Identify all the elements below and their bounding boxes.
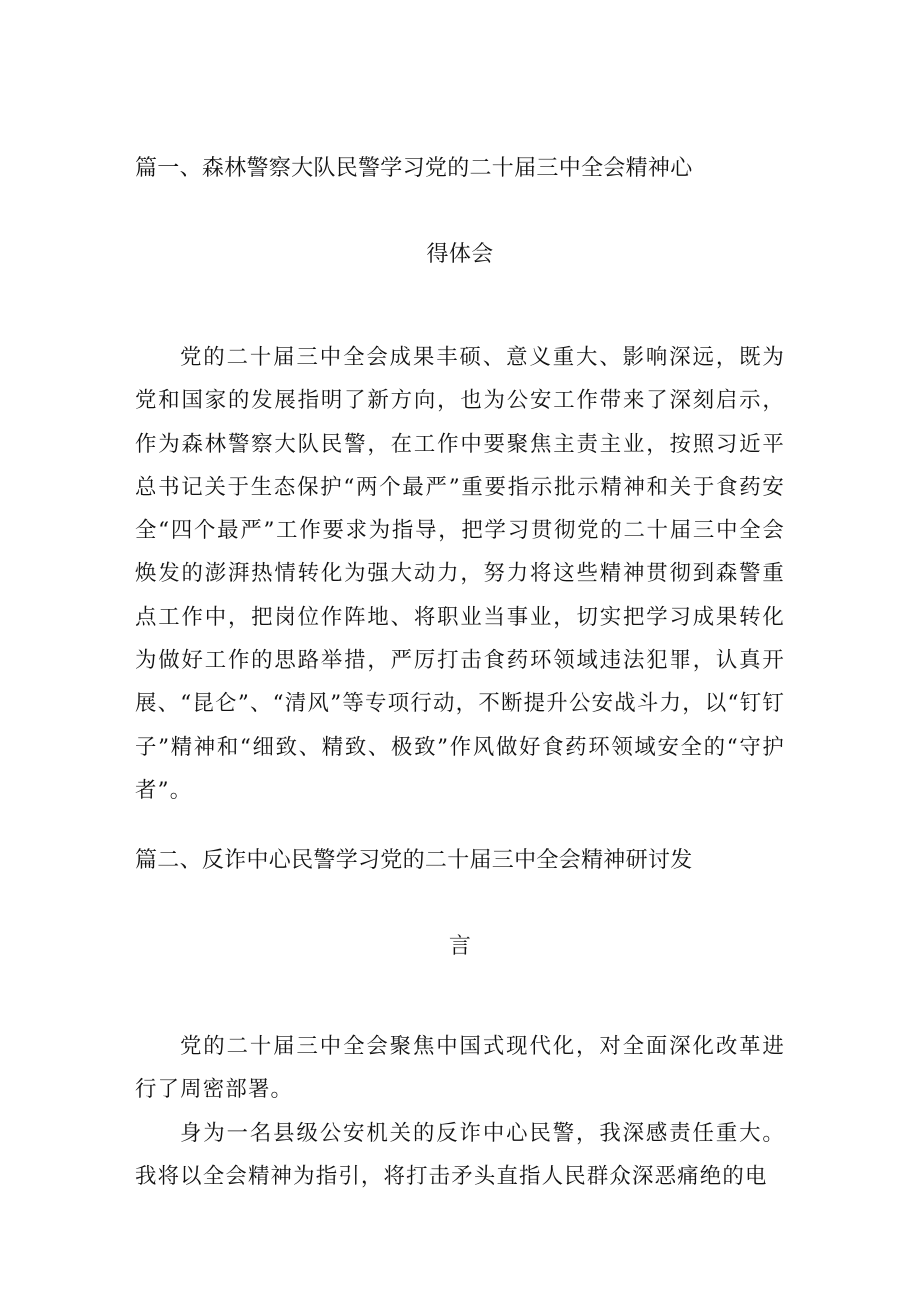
section-1-paragraph: 党的二十届三中全会成果丰硕、意义重大、影响深远，既为党和国家的发展指明了新方向，也为公安工作带来了深刻启示，作为森林警察大队民警，在工作中要聚焦主责主业，按照习近平总书记关于生态保护“两个最严”重要指示批示精神和关于食药安全“四个最严”工作要求为指导，把学习贯彻党的二十届三中全会焕发的澎湃热情转化为强大动力，努力将这些精神贯彻到森警重点工作中，把岗位作阵地、将职业当事业，切实把学习成果转化为做好工作的思路举措，严厉打击食药环领域违法犯罪，认真开展、“昆仑”、“清风”等专项行动，不断提升公安战斗力，以“钉钉子”精神和“细致、精致、极致”作风做好食药环领域安全的“守护者”。 — [135, 345, 785, 803]
section-1-heading — [135, 126, 785, 298]
section-2-heading-line-2: 言 — [448, 934, 472, 959]
section-2-heading — [135, 818, 785, 990]
section-2-heading-line-1: 篇二、反诈中心民警学习党的二十届三中全会精神研讨发 — [135, 848, 693, 873]
section-1-heading-line-1: 篇一、森林警察大队民警学习党的二十届三中全会精神心 — [135, 156, 693, 181]
section-1-heading-line-2: 得体会 — [426, 242, 494, 267]
section-2-paragraph-1: 党的二十届三中全会聚焦中国式现代化，对全面深化改革进行了周密部署。 — [135, 1034, 785, 1103]
section-2-paragraph-2: 身为一名县级公安机关的反诈中心民警，我深感责任重大。我将以全会精神为指引，将打击矛头直指人民群众深恶痛绝的电 — [135, 1121, 785, 1190]
